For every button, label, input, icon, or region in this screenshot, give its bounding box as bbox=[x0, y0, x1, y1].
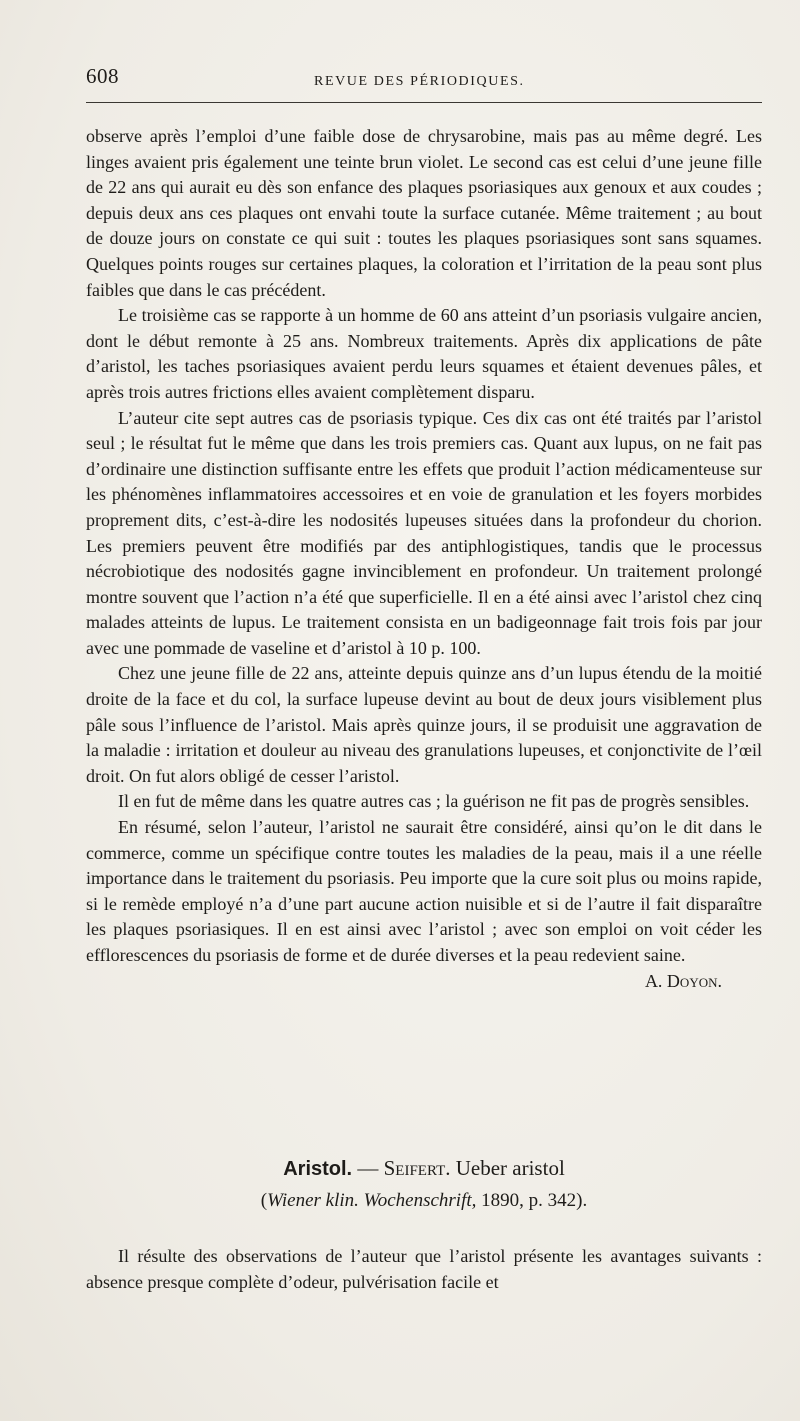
article-heading bbox=[86, 1152, 762, 1217]
article-author: Seifert. bbox=[383, 1156, 451, 1180]
article-heading-line-1 bbox=[86, 1152, 762, 1185]
paragraph-6-text: En résumé, selon l’auteur, l’aristol ne saurait être considéré, ainsi qu’on le dit dans le commerce, comme un spécifique contre toutes les maladies de la peau, mais il a une réelle importance dans le traitement du psoriasis. Peu importe que la cure soit plus ou moins rapide, si le remède employé n’a d’une part aucune action nuisible et si de l’autre il fait disparaître les plaques psoriasiques. Il en est ainsi avec l’aristol ; avec son emploi on voit céder les efflorescences du psoriasis de forme et de durée diverses et la peau redevient saine. bbox=[86, 817, 762, 965]
header-rule bbox=[86, 102, 762, 103]
paragraph-2: Le troisième cas se rapporte à un homme de 60 ans atteint d’un psoriasis vulgaire ancien, dont le début remonte à 25 ans. Nombreux traitements. Après dix applications de pâte d’aristol, les taches psoriasiques avaient perdu leurs squames et étaient devenues pâles, et après trois autres frictions elles avaient complètement disparu. bbox=[86, 305, 762, 402]
article-paragraph: Il résulte des observations de l’auteur que l’aristol présente les avantages suivants : absence presque complète d’odeur, pulvérisation facile et bbox=[86, 1246, 762, 1292]
running-head: REVUE DES PÉRIODIQUES. bbox=[314, 74, 525, 89]
paragraph-4: Chez une jeune fille de 22 ans, atteinte depuis quinze ans d’un lupus étendu de la moitié droite de la face et du col, la surface lupeuse devint au bout de deux jours visiblement plus pâle sous l’influence de l’aristol. Mais après quinze jours, il se produisit une aggravation de la maladie : irritation et douleur au niveau des granulations lupeuses, et conjonctivite de l’œil droit. On fut alors obligé de cesser l’aristol. bbox=[86, 663, 762, 786]
review-body bbox=[86, 124, 762, 994]
article-subject: Aristol. bbox=[283, 1158, 353, 1180]
paragraph-1: observe après l’emploi d’une faible dose de chrysarobine, mais pas au même degré. Les linges avaient pris également une teinte brun violet. Le second cas est celui d’une jeune fille de 22 ans qui aurait eu dès son enfance des plaques psoriasiques aux genoux et aux coudes ; depuis deux ans ces plaques ont envahi toute la surface cutanée. Même traitement ; au bout de douze jours on constate ce qui suit : toutes les plaques psoriasiques sont sans squames. Quelques points rouges sur certaines plaques, la coloration et l’irritation de la peau sont plus faibles que dans le cas précédent. bbox=[86, 126, 762, 300]
article-heading-line-2: (Wiener klin. Wochenschrift, 1890, p. 342). bbox=[260, 1190, 588, 1211]
page-number: 608 bbox=[86, 64, 119, 88]
paragraph-6 bbox=[86, 815, 762, 991]
article-dash: — bbox=[357, 1156, 379, 1180]
article-journal: Wiener klin. Wochenschrift, bbox=[267, 1190, 477, 1211]
article-title: Ueber aristol bbox=[455, 1156, 565, 1180]
review-signature: A. Doyon. bbox=[644, 970, 722, 991]
article-body bbox=[86, 1244, 762, 1295]
article-citation: 1890, p. 342). bbox=[481, 1190, 588, 1211]
page-header bbox=[86, 64, 762, 94]
paragraph-3: L’auteur cite sept autres cas de psoriasis typique. Ces dix cas ont été traités par l’aristol seul ; le résultat fut le même que dans les trois premiers cas. Quant aux lupus, on ne fait pas d’ordinaire une distinction suffisante entre les effets que produit l’action médicamenteuse sur les phénomènes inflammatoires accessoires et en voie de granulation et les foyers morbides proprement dits, c’est-à-dire les nodosités lupeuses situées dans la profondeur du chorion. Les premiers peuvent être modifiés par des antiphlogistiques, tandis que le processus nécrobiotique des nodosités gagne invinciblement en profondeur. Un traitement prolongé montre souvent que l’action n’a été que superficielle. Il en a été ainsi avec l’aristol chez cinq malades atteints de lupus. Le traitement consista en un badigeonnage fait trois fois par jour avec une pommade de vaseline et d’aristol à 10 p. 100. bbox=[86, 407, 762, 658]
paragraph-5: Il en fut de même dans les quatre autres cas ; la guérison ne fit pas de progrès sensibles. bbox=[118, 791, 750, 812]
